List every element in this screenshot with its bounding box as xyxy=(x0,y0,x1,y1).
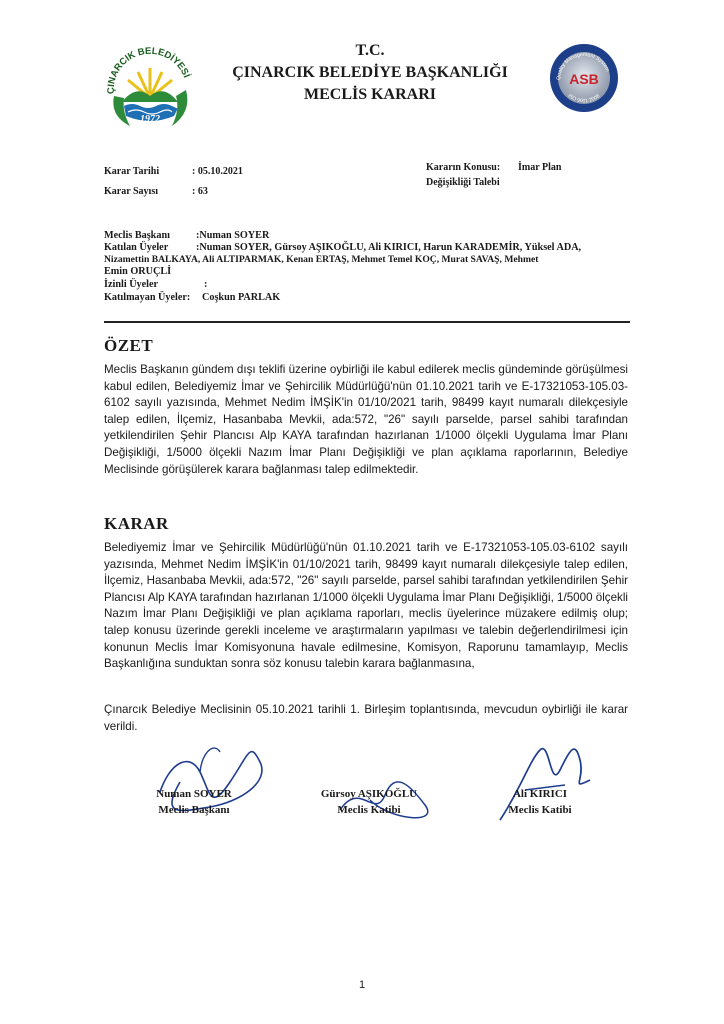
chair-value: :Numan SOYER xyxy=(196,230,270,241)
decision-closing: Çınarcık Belediye Meclisinin 05.10.2021 tarihli 1. Birleşim toplantısında, mevcudun oybirliği ile karar verildi. xyxy=(104,703,628,733)
logo-initials: ASB xyxy=(569,71,599,87)
signature-clerk-1 xyxy=(294,786,444,818)
signer-title: Meclis Katibi xyxy=(508,804,572,816)
summary-heading: ÖZET xyxy=(104,336,154,355)
document-header xyxy=(180,40,560,106)
header-tc: T.C. xyxy=(355,42,385,59)
header-doc-type: MECLİS KARARI xyxy=(303,86,436,103)
chair-label: Meclis Başkanı xyxy=(104,230,170,241)
decision-subject-value-2: Değişikliği Talebi xyxy=(426,177,500,188)
page-number: 1 xyxy=(358,979,366,991)
logo-arc-text: ÇINARCIK BELEDİYESİ xyxy=(105,45,192,95)
attendees-line-3: Emin ORUÇLİ xyxy=(104,266,172,277)
signer-name: Ali KIRICI xyxy=(512,788,568,800)
decision-number-value: : 63 xyxy=(192,186,208,197)
logo-iso-text: ISO 9001:2008 xyxy=(566,93,602,105)
decision-date-label: Karar Tarihi xyxy=(104,166,160,177)
logo-year: 1972 xyxy=(140,114,160,125)
absent-value: Coşkun PARLAK xyxy=(202,292,281,303)
logo-right-arc-text: Quality Management System xyxy=(555,51,611,81)
decision-subject-value: İmar Plan xyxy=(518,162,562,173)
attendees-line-2: Nizamettin BALKAYA, Ali ALTIPARMAK, Kenan ERTAŞ, Mehmet Temel KOÇ, Murat SAVAŞ, Mehmet xyxy=(104,254,539,265)
summary-text: Meclis Başkanın gündem dışı teklifi üzerine oybirliği ile kabul edilerek meclis gündeminde görüşülmesi kabul edilen, Belediyemiz İmar ve Şehircilik Müdürlüğü'nün 01.10.2021 tarih ve E-17321053-105.03-6102 sayılı yazısında, Mehmet Nedim İMŞİK'in 01/10/2021 tarih, 98499 kayıt numaralı dilekçesiyle talep edilen, İlçemiz, Hasanbaba Mevkii, ada:572, "26" sayılı parselde, parsel sahibi tarafından yetkilendirilen Şehir Plancısı Alp KAYA tarafından hazırlanan 1/1000 ölçekli Uygulama İmar Planı Değişikliği, 1/5000 ölçekli Nazım İmar Planı Değişikliği ve plan açıklama raporlarının, Belediye Meclisinde görüşülerek karara bağlanması talep edilmektedir. xyxy=(104,363,628,476)
decision-text: Belediyemiz İmar ve Şehircilik Müdürlüğü'nün 01.10.2021 tarih ve E-17321053-105.03-6102 sayılı yazısında, Mehmet Nedim İMŞİK'in 01/10/2021 tarih, 98499 kayıt numaralı dilekçesiyle talep edilen, İlçemiz, Hasanbaba Mevkii, ada:572, "26" sayılı parselde, parsel sahibi tarafından yetkilendirilen Şehir Plancısı Alp KAYA tarafından hazırlanan 1/1000 ölçekli Uygulama İmar Planı Değişikliği, 1/5000 ölçekli Nazım İmar Planı Değişikliği ve plan açıklama raporları, meclis üyelerince müzakere edilmiş olup; talep konusu üzerinde gerekli inceleme ve araştırmaların yapılması ve talebin değerlendirilmesi için konunun Meclis İmar Komisyonuna havale edilmesine, Komisyon, Raporunu tamamlayıp, Meclis Başkanlığına sunduktan sonra söz konusu talebin karara bağlanmasına, xyxy=(104,541,628,671)
decision-date-value: : 05.10.2021 xyxy=(192,166,243,177)
permitted-value: : xyxy=(204,279,208,290)
signer-name: Gürsoy AŞIKOĞLU xyxy=(320,788,418,800)
attendees-line-1: :Numan SOYER, Gürsoy AŞIKOĞLU, Ali KIRICI, Harun KARADEMİR, Yüksel ADA, xyxy=(196,242,582,253)
decision-number-label: Karar Sayısı xyxy=(104,186,158,197)
signature-clerk-2 xyxy=(470,786,610,818)
permitted-label: İzinli Üyeler xyxy=(104,279,159,290)
signature-chair xyxy=(124,786,264,818)
decision-heading: KARAR xyxy=(104,514,169,533)
decision-subject-label: Kararın Konusu: xyxy=(426,162,501,173)
signer-title: Meclis Başkanı xyxy=(158,804,230,816)
section-divider xyxy=(104,321,630,323)
signer-name: Numan SOYER xyxy=(156,788,232,800)
signer-title: Meclis Katibi xyxy=(337,804,401,816)
absent-label: Katılmayan Üyeler: xyxy=(104,292,191,303)
header-institution: ÇINARCIK BELEDİYE BAŞKANLIĞI xyxy=(232,64,508,81)
attendees-label: Katılan Üyeler xyxy=(104,242,169,253)
